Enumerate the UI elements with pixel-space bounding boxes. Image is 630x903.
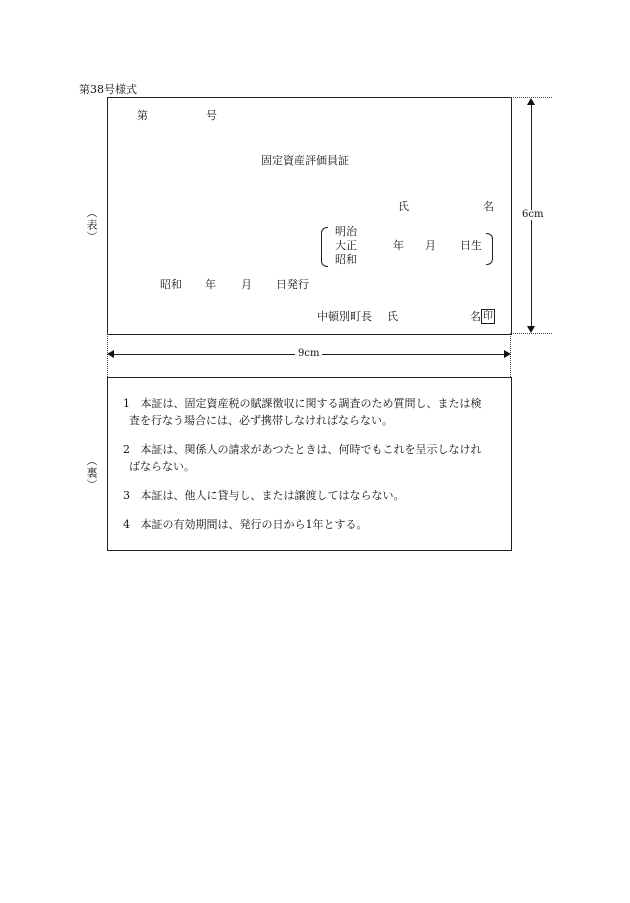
issuer-mei-label: 名 [470,310,481,323]
issuer-title: 中頓別町長 [317,310,372,323]
note-1 [123,395,482,429]
era-bracket-left [321,227,328,267]
form-number: 第38号様式 [79,83,137,96]
name-shi-label: 氏 [398,200,409,213]
note-3-line1: 本証は、他人に貸与し、または譲渡してはならない。 [140,489,405,502]
note-2 [123,441,482,475]
height-arrow-up-icon [527,98,535,105]
note-2-line1: 本証は、関係人の請求があつたときは、何時でもこれを呈示しなけれ [140,443,482,456]
birth-month-label: 月 [425,239,436,252]
certificate-title: 固定資産評価員証 [261,154,349,167]
birth-day-label: 日生 [460,239,482,252]
note-3 [123,487,405,504]
issue-day-label: 日発行 [276,278,309,291]
note-3-number: 3 [123,489,130,502]
issuer-shi-label: 氏 [387,310,398,323]
issue-era: 昭和 [160,278,182,291]
note-1-number: 1 [123,397,130,410]
width-arrow-right-icon [504,350,511,358]
certificate-number-dai: 第 [137,109,148,122]
era-taisho: 大正 [335,239,357,252]
width-dimension-label: 9cm [295,349,322,359]
note-2-number: 2 [123,443,130,456]
issue-year-label: 年 [205,278,216,291]
birth-year-label: 年 [393,239,404,252]
seal-stamp-box: 印 [483,311,493,322]
certificate-number-go: 号 [206,109,217,122]
note-4 [123,516,368,533]
height-guide-bottom [510,333,552,334]
era-bracket-right [486,233,493,265]
era-showa: 昭和 [335,253,357,266]
back-side-label: （裏） [85,455,98,491]
note-4-number: 4 [123,518,130,531]
issue-month-label: 月 [241,278,252,291]
height-dimension-label: 6cm [519,210,546,220]
card-front [107,97,512,335]
note-4-line1: 本証の有効期間は、発行の日から1年とする。 [140,518,368,531]
note-1-line2: 査を行なう場合には、必ず携帯しなければならない。 [129,414,393,427]
note-2-line2: ばならない。 [129,460,195,473]
era-meiji: 明治 [335,225,357,238]
width-arrow-left-icon [107,350,114,358]
front-side-label: （表） [85,207,98,243]
note-1-line1: 本証は、固定資産税の賦課徴収に関する調査のため質問し、または検 [140,397,482,410]
height-arrow-down-icon [527,326,535,333]
name-mei-label: 名 [483,200,494,213]
